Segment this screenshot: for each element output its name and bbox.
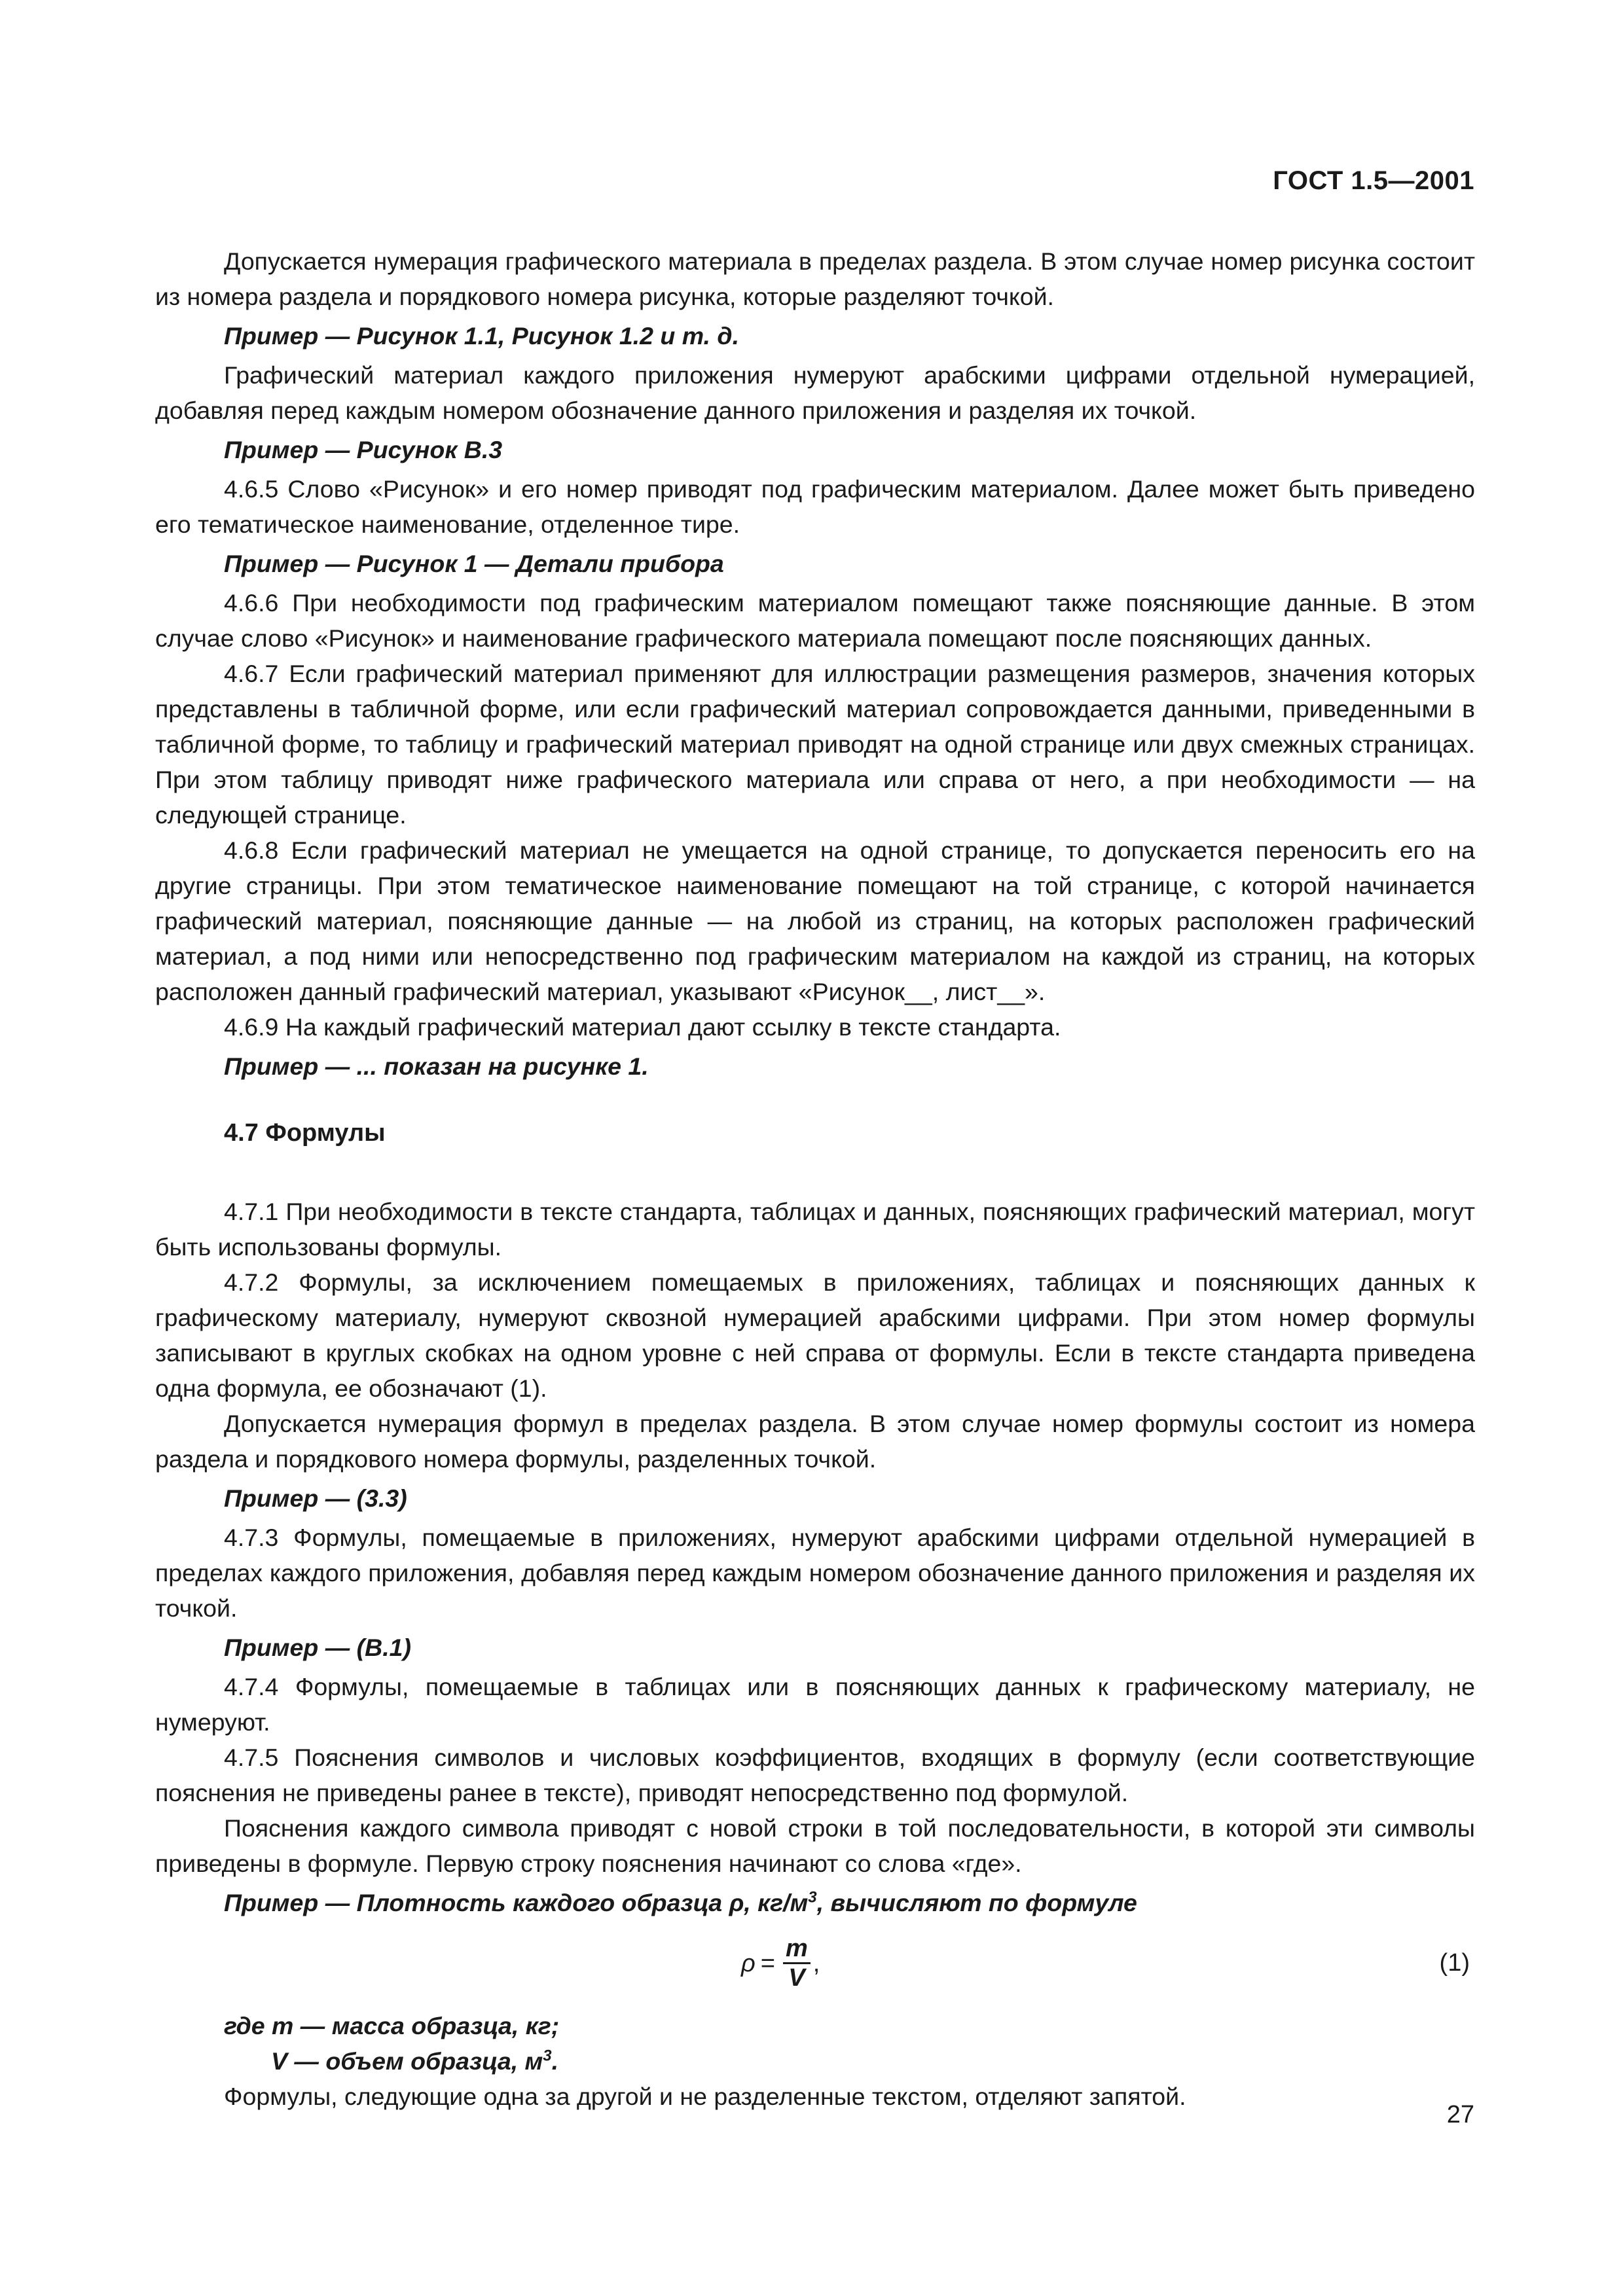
example-line: Пример — (В.1) xyxy=(224,1634,411,1661)
paragraph: Допускается нумерация графического материала в пределах раздела. В этом случае номер рисунка состоит из номера раздела и порядкового номера рисунка, которые разделяют точкой. xyxy=(155,247,1475,310)
formula-equals: = xyxy=(760,1949,775,1977)
page-number: 27 xyxy=(1446,2101,1474,2128)
formula-number: (1) xyxy=(1439,1949,1470,1977)
section-heading: 4.7 Формулы xyxy=(224,1119,386,1147)
example-text: Пример — Плотность каждого образца ρ, кг/м xyxy=(224,1889,809,1916)
standard-designation: ГОСТ 1.5—2001 xyxy=(1273,166,1474,195)
superscript: 3 xyxy=(543,2047,552,2065)
paragraph: 4.7.1 При необходимости в тексте стандарта, таблицах и данных, поясняющих графический материал, могут быть использованы формулы. xyxy=(155,1198,1475,1261)
formula-numerator: m xyxy=(783,1935,811,1964)
example-line xyxy=(155,1885,1475,1920)
paragraph: 4.7.5 Пояснения символов и числовых коэффициентов, входящих в формулу (если соответствующие пояснения не приведены ранее в тексте), приводят непосредственно под формулой. xyxy=(155,1744,1475,1806)
formula-row xyxy=(155,1931,1475,2008)
example-line: Пример — ... показан на рисунке 1. xyxy=(224,1052,649,1080)
paragraph: Формулы, следующие одна за другой и не разделенные текстом, отделяют запятой. xyxy=(224,2083,1186,2110)
paragraph: 4.6.9 На каждый графический материал дают ссылку в тексте стандарта. xyxy=(224,1013,1061,1041)
formula xyxy=(741,1935,820,1992)
example-line: Пример — Рисунок В.3 xyxy=(224,436,503,463)
example-tail: , вычисляют по формуле xyxy=(816,1889,1137,1916)
formula-comma: , xyxy=(812,1949,820,1977)
paragraph: 4.6.8 Если графический материал не умещается на одной странице, то допускается переносить его на другие страницы. При этом тематическое наименование помещают на той странице, с которой начинается графический материал, поясняющие данные — на любой из страниц, на которых расположен графический материал, а под ними или непосредственно под графическим материалом на каждой из страниц, на которых расположен данный графический материал, указывают «Рисунок__, лист__». xyxy=(155,836,1475,1005)
example-line: Пример — (3.3) xyxy=(224,1484,407,1512)
where-line xyxy=(155,2043,1475,2079)
where-text: V — объем образца, м xyxy=(271,2047,543,2075)
paragraph: 4.7.4 Формулы, помещаемые в таблицах или в поясняющих данных к графическому материалу, не нумеруют. xyxy=(155,1673,1475,1736)
example-line: Пример — Рисунок 1.1, Рисунок 1.2 и т. д. xyxy=(224,322,739,350)
where-line: где m — масса образца, кг; xyxy=(224,2012,560,2039)
paragraph: 4.7.2 Формулы, за исключением помещаемых в приложениях, таблицах и поясняющих данных к графическому материалу, нумеруют сквозной нумерацией арабскими цифрами. При этом номер формулы записывают в круглых скобках на одном уровне с ней справа от формулы. Если в тексте стандарта приведена одна формула, ее обозначают (1). xyxy=(155,1268,1475,1402)
paragraph: 4.7.3 Формулы, помещаемые в приложениях, нумеруют арабскими цифрами отдельной нумерацией в пределах каждого приложения, добавляя перед каждым номером обозначение данного приложения и разделяя их точкой. xyxy=(155,1524,1475,1622)
superscript: 3 xyxy=(808,1888,817,1907)
paragraph: 4.6.7 Если графический материал применяют для иллюстрации размещения размеров, значения которых представлены в табличной форме, или если графический материал сопровождается данными, приведенными в табличной форме, то таблицу и графический материал приводят на одной странице или двух смежных страницах. При этом таблицу приводят ниже графического материала или справа от него, а при необходимости — на следующей странице. xyxy=(155,660,1475,829)
formula-denominator: V xyxy=(788,1964,805,1992)
formula-lhs: ρ xyxy=(741,1949,756,1977)
paragraph: 4.6.6 При необходимости под графическим материалом помещают также поясняющие данные. В этом случае слово «Рисунок» и наименование графического материала помещают после поясняющих данных. xyxy=(155,589,1475,652)
where-tail: . xyxy=(551,2047,559,2075)
paragraph: 4.6.5 Слово «Рисунок» и его номер приводят под графическим материалом. Далее может быть приведено его тематическое наименование, отделенное тире. xyxy=(155,475,1475,538)
paragraph: Графический материал каждого приложения нумеруют арабскими цифрами отдельной нумерацией, добавляя перед каждым номером обозначение данного приложения и разделяя их точкой. xyxy=(155,361,1475,424)
formula-fraction xyxy=(783,1935,811,1992)
paragraph: Пояснения каждого символа приводят с новой строки в той последовательности, в которой эти символы приведены в формуле. Первую строку пояснения начинают со слова «где». xyxy=(155,1814,1475,1877)
paragraph: Допускается нумерация формул в пределах раздела. В этом случае номер формулы состоит из номера раздела и порядкового номера формулы, разделенных точкой. xyxy=(155,1410,1475,1473)
document-body xyxy=(155,243,1475,2114)
example-line: Пример — Рисунок 1 — Детали прибора xyxy=(224,550,724,577)
